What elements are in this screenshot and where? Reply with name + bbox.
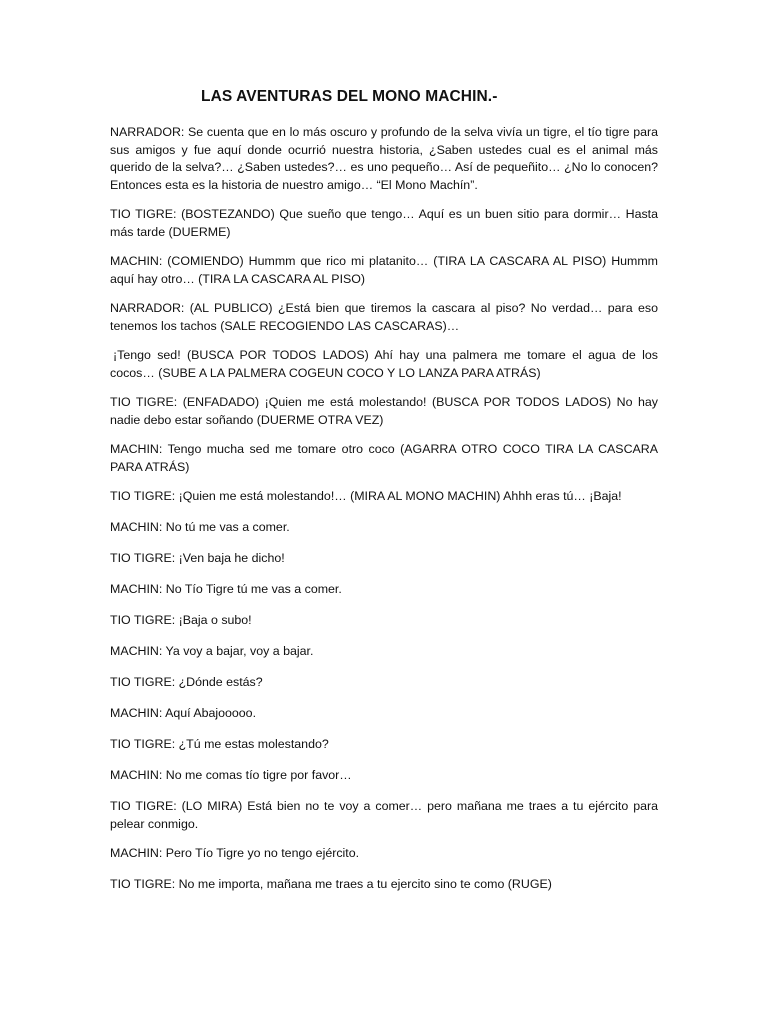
script-body [110,124,658,906]
paragraph-tio-tigre-ven-baja: TIO TIGRE: ¡Ven baja he dicho! [110,551,285,565]
paragraph-machin-comiendo: MACHIN: (COMIENDO) Hummm que rico mi platanito… (TIRA LA CASCARA AL PISO) Hummm aquí hay otro… (TIRA LA CASCARA AL PISO) [110,254,658,286]
paragraph-tio-tigre-lo-mira: TIO TIGRE: (LO MIRA) Está bien no te voy a comer… pero mañana me traes a tu ejército para pelear conmigo. [110,799,658,831]
paragraph-narrador-publico: NARRADOR: (AL PUBLICO) ¿Está bien que tiremos la cascara al piso? No verdad… para eso tenemos los tachos (SALE RECOGIENDO LAS CASCARAS)… [110,301,658,333]
paragraph-tio-tigre-ruge: TIO TIGRE: No me importa, mañana me traes a tu ejercito sino te como (RUGE) [110,877,552,891]
paragraph-tio-tigre-donde: TIO TIGRE: ¿Dónde estás? [110,675,263,689]
paragraph-machin-no-comer: MACHIN: No tú me vas a comer. [110,520,290,534]
paragraph-tio-tigre-baja: TIO TIGRE: ¡Quien me está molestando!… (MIRA AL MONO MACHIN) Ahhh eras tú… ¡Baja! [110,489,622,503]
paragraph-narrador-intro: NARRADOR: Se cuenta que en lo más oscuro y profundo de la selva vivía un tigre, el tío tigre para sus amigos y fue aquí donde ocurrió nuestra historia, ¿Saben ustedes cual es el animal más querido de la selva?… ¿Saben ustedes?… es uno pequeño… Así de pequeñito… ¿No lo conocen? Entonces esta es la historia de nuestro amigo… “El Mono Machín”. [110,125,658,192]
paragraph-machin-otro-coco: MACHIN: Tengo mucha sed me tomare otro coco (AGARRA OTRO COCO TIRA LA CASCARA PARA ATRÁS) [110,442,658,474]
paragraph-tio-tigre-molestando: TIO TIGRE: ¿Tú me estas molestando? [110,737,329,751]
paragraph-machin-no-tio-tigre: MACHIN: No Tío Tigre tú me vas a comer. [110,582,342,596]
paragraph-tengo-sed: ¡Tengo sed! (BUSCA POR TODOS LADOS) Ahí hay una palmera me tomare el agua de los cocos… (SUBE A LA PALMERA COGEUN COCO Y LO LANZA PARA ATRÁS) [110,348,658,380]
document-title: LAS AVENTURAS DEL MONO MACHIN.- [201,88,498,105]
paragraph-tio-tigre-bostezando: TIO TIGRE: (BOSTEZANDO) Que sueño que tengo… Aquí es un buen sitio para dormir… Hasta más tarde (DUERME) [110,207,658,239]
paragraph-machin-abajo: MACHIN: Aquí Abajooooo. [110,706,257,720]
paragraph-tio-tigre-baja-o-subo: TIO TIGRE: ¡Baja o subo! [110,613,252,627]
paragraph-tio-tigre-enfadado: TIO TIGRE: (ENFADADO) ¡Quien me está molestando! (BUSCA POR TODOS LADOS) No hay nadie debo estar soñando (DUERME OTRA VEZ) [110,395,658,427]
paragraph-machin-ya-voy: MACHIN: Ya voy a bajar, voy a bajar. [110,644,314,658]
paragraph-machin-sin-ejercito: MACHIN: Pero Tío Tigre yo no tengo ejército. [110,846,360,860]
paragraph-machin-por-favor: MACHIN: No me comas tío tigre por favor… [110,768,352,782]
